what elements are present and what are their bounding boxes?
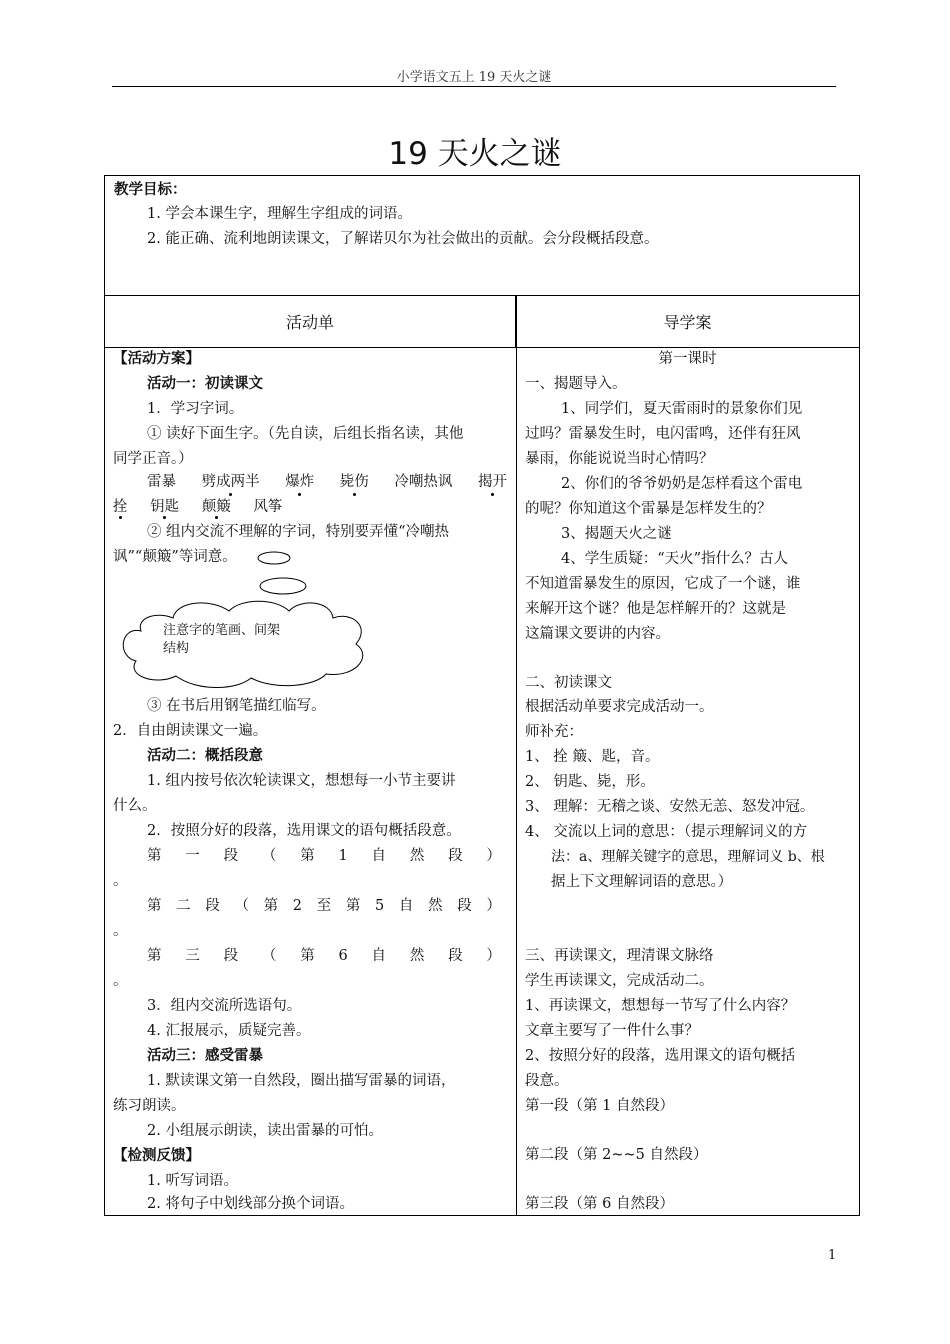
activity-two-heading: 活动二：概括段意 <box>147 748 263 764</box>
activity-text: 2．按照分好的段落，选用课文的语句概括段意。 <box>147 823 461 839</box>
segment-char: 然 <box>409 848 425 864</box>
guide-text: 这篇课文要讲的内容。 <box>525 626 670 642</box>
guide-text: 1、再读课文，想想每一节写了什么内容？ <box>525 998 796 1014</box>
segment-char: （ <box>261 848 277 864</box>
guide-text: 师补充： <box>525 724 583 740</box>
page-header: 小学语文五上 19 天火之谜 <box>396 70 552 85</box>
vocab-word: 雷暴 <box>147 474 176 490</box>
activity-one-heading: 活动一：初读课文 <box>147 376 263 392</box>
guide-text: 暴雨，你能说说当时心情吗？ <box>525 451 714 467</box>
vocab-word: 拴 <box>113 499 128 515</box>
vocab-words-row <box>147 472 507 492</box>
activity-text: 2．自由朗读课文一遍。 <box>113 723 268 739</box>
segment-char: 然 <box>428 898 443 914</box>
thought-bubble-small <box>258 552 290 564</box>
goals-cell <box>105 176 859 296</box>
vocab-word: 风筝 <box>253 499 283 515</box>
activity-text: 1. 组内按号依次轮读课文，想想每一小节主要讲 <box>147 773 456 789</box>
activity-text: 1．学习字词。 <box>147 401 244 417</box>
guide-text: 来解开这个谜？他是怎样解开的？这就是 <box>525 601 786 617</box>
segment-char: 第 <box>263 898 279 914</box>
guide-text: 4、 交流以上词的意思：（提示理解词义的方 <box>525 824 808 840</box>
guide-text: 过吗？雷暴发生时，电闪雷鸣，还伴有狂风 <box>525 426 801 442</box>
vocab-word: 揭开 <box>477 474 507 490</box>
activity-text: 4. 汇报展示，质疑完善。 <box>147 1023 311 1039</box>
activity-text: 2. 小组展示朗读，读出雷暴的可怕。 <box>147 1123 383 1139</box>
guide-text: 第三段（第 6 自然段） <box>525 1196 674 1212</box>
guide-text: 的呢？你知道这个雷暴是怎样发生的？ <box>525 501 772 517</box>
header-rule <box>112 86 836 87</box>
guide-text: 2、按照分好的段落，选用课文的语句概括 <box>525 1048 796 1064</box>
segment-char: （ <box>234 898 249 914</box>
segment-char: 6 <box>338 948 348 964</box>
guide-text: 第一段（第 1 自然段） <box>525 1098 674 1114</box>
guide-text: 文章主要写了一件什么事？ <box>525 1023 699 1039</box>
segment-char: ） <box>486 848 501 864</box>
guide-text: 1、 拴 簸、匙，音。 <box>525 749 660 765</box>
column-header-guide: 导学案 <box>516 296 859 348</box>
segment-char: ） <box>486 898 501 914</box>
goals-heading: 教学目标： <box>114 182 187 198</box>
guide-text: 据上下文理解词语的意思。） <box>551 874 733 890</box>
guide-text: 三、再读课文，理清课文脉络 <box>525 948 714 964</box>
activity-text: 1. 听写词语。 <box>147 1173 238 1189</box>
column-header-activity: 活动单 <box>105 296 516 348</box>
segment-period: 。 <box>113 873 128 889</box>
segment-char: 一 <box>185 848 200 864</box>
segment-char: 第 <box>345 898 361 914</box>
segment-char: 自 <box>398 898 414 914</box>
guide-text: 根据活动单要求完成活动一。 <box>525 699 714 715</box>
guide-text: 2、你们的爷爷奶奶是怎样看这个雷电 <box>561 476 803 492</box>
vocab-word: 爆炸 <box>285 474 315 490</box>
guide-text: 一、揭题导入。 <box>525 376 627 392</box>
activity-text: ① 读好下面生字。（先自读，后组长指名读，其他 <box>147 426 464 442</box>
segment-char: 然 <box>409 948 425 964</box>
lesson-table <box>104 175 860 1216</box>
segment-char: 段 <box>448 848 463 864</box>
guide-text: 不知道雷暴发生的原因，它成了一个谜，谁 <box>525 576 801 592</box>
segment-char: 自 <box>371 948 387 964</box>
vocab-word: 劈成两半 <box>201 474 260 490</box>
guide-text: 3、揭题天火之谜 <box>561 526 672 542</box>
guide-text: 3、 理解：无稽之谈、安然无恙、怒发冲冠。 <box>525 799 815 815</box>
segment-char: 段 <box>457 898 472 914</box>
vocab-word: 毙伤 <box>339 474 369 490</box>
goal-item: 2. 能正确、流利地朗读课文，了解诺贝尔为社会做出的贡献。会分段概括段意。 <box>147 231 659 247</box>
segment-char: 1 <box>338 848 348 864</box>
segment-two-line <box>147 896 501 916</box>
guide-text: 第二段（第 2~~5 自然段） <box>525 1147 708 1163</box>
segment-char: 段 <box>448 948 463 964</box>
guide-text: 二、初读课文 <box>525 675 612 691</box>
segment-period: 。 <box>113 973 128 989</box>
segment-char: 第 <box>147 848 162 864</box>
segment-char: 2 <box>292 898 303 914</box>
activity-text: 同学正音。） <box>113 451 193 467</box>
segment-char: 三 <box>185 948 200 964</box>
segment-char: 第 <box>300 948 315 964</box>
segment-char: 至 <box>316 898 332 914</box>
segment-char: 5 <box>374 898 385 914</box>
activity-text: ② 组内交流不理解的字词，特别要弄懂“冷嘲热 <box>147 524 450 540</box>
thought-bubble-medium <box>260 578 306 594</box>
guide-text: 段意。 <box>525 1073 569 1089</box>
guide-text: 法：a、理解关键字的意思，理解词义 b、根 <box>551 849 825 865</box>
column-divider <box>516 296 517 1215</box>
thought-cloud-text: 注意字的笔画、间架结构 <box>163 623 281 656</box>
segment-char: 段 <box>223 948 239 964</box>
plan-heading: 【活动方案】 <box>113 351 200 367</box>
guide-text: 1、同学们，夏天雷雨时的景象你们见 <box>561 401 803 417</box>
activity-text: 什么。 <box>113 798 157 814</box>
segment-char: 第 <box>147 898 162 914</box>
segment-char: （ <box>261 948 277 964</box>
segment-char: 二 <box>176 898 191 914</box>
segment-char: 第 <box>147 948 162 964</box>
page-title: 19 天火之谜 <box>388 136 562 172</box>
segment-one-line <box>147 846 501 866</box>
activity-text: 1. 默读课文第一自然段，圈出描写雷暴的词语， <box>147 1073 456 1089</box>
activity-text: 3．组内交流所选语句。 <box>147 998 302 1014</box>
segment-char: 第 <box>300 848 315 864</box>
guide-text: 4、学生质疑：“天火”指什么？古人 <box>561 551 789 567</box>
activity-text: ③ 在书后用钢笔描红临写。 <box>147 698 326 714</box>
vocab-word: 冷嘲热讽 <box>394 474 453 490</box>
segment-char: 段 <box>205 898 220 914</box>
thought-cloud <box>111 526 381 696</box>
vocab-word: 颠簸 <box>201 499 231 515</box>
lesson-period: 第一课时 <box>658 351 717 367</box>
segment-char: 段 <box>223 848 239 864</box>
guide-text: 学生再读课文，完成活动二。 <box>525 973 714 989</box>
activity-text: 2. 将句子中划线部分换个词语。 <box>147 1196 354 1212</box>
segment-three-line <box>147 946 501 966</box>
segment-char: ） <box>486 948 501 964</box>
guide-text: 2、 钥匙、毙，形。 <box>525 774 655 790</box>
activity-three-heading: 活动三：感受雷暴 <box>147 1048 263 1064</box>
page-number: 1 <box>828 1248 837 1263</box>
vocab-word: 钥匙 <box>150 499 180 515</box>
activity-text: 练习朗读。 <box>113 1098 186 1114</box>
segment-period: 。 <box>113 923 128 939</box>
segment-char: 自 <box>371 848 387 864</box>
goal-item: 1. 学会本课生字，理解生字组成的词语。 <box>147 206 412 222</box>
activity-text: 讽”“颠簸”等词意。 <box>113 549 237 565</box>
feedback-heading: 【检测反馈】 <box>113 1148 200 1164</box>
vocab-words-row-2 <box>113 497 282 517</box>
